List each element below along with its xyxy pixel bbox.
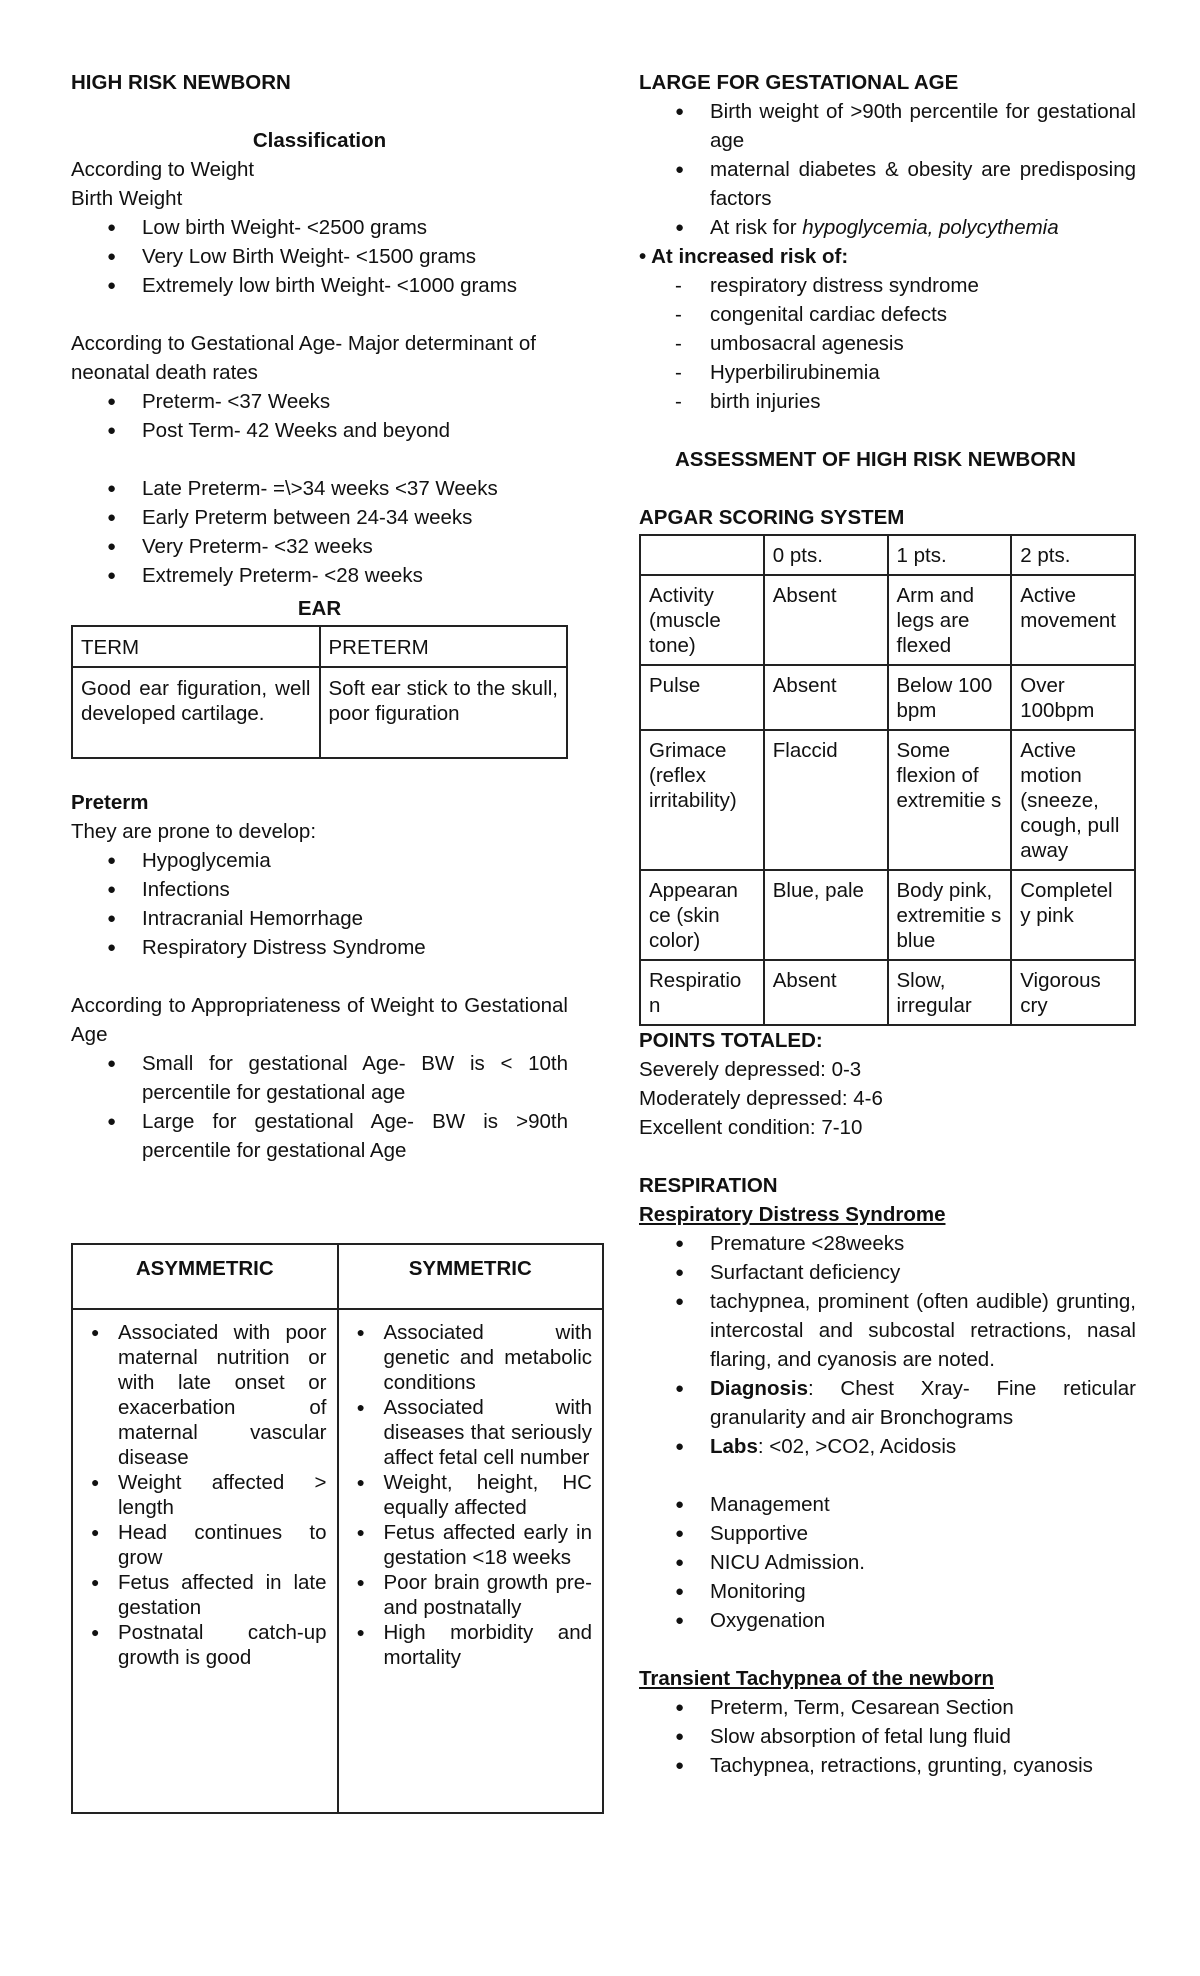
list-item [639, 1374, 1136, 1432]
table-cell: Absent [764, 665, 888, 730]
prone-text: They are prone to develop: [71, 820, 317, 843]
list-item: ● Postnatal catch-up growth is good [83, 1620, 327, 1670]
list-item: ● Supportive [639, 1519, 1136, 1548]
list-item: ● NICU Admission. [639, 1548, 1136, 1577]
list-item: - umbosacral agenesis [639, 329, 1136, 358]
right-column [639, 68, 1136, 1780]
page-title: HIGH RISK NEWBORN [71, 71, 291, 94]
preterm-categories-list [71, 474, 568, 590]
list-item: ● Associated with diseases that seriously affect fetal cell number [349, 1395, 593, 1470]
lga-risk-conditions: hypoglycemia, polycythemia [802, 216, 1059, 239]
list-item: ● Birth weight of >90th percentile for gestational age [639, 97, 1136, 155]
table-cell: Vigorous cry [1011, 960, 1135, 1025]
ttn-list [639, 1693, 1136, 1780]
table-cell: Body pink, extremitie s blue [888, 870, 1012, 960]
labs-text: : <02, >CO2, Acidosis [757, 1435, 957, 1458]
list-item: ● Respiratory Distress Syndrome [71, 933, 568, 962]
symmetric-cell [338, 1309, 604, 1813]
gestational-age-text: According to Gestational Age- Major determinant of neonatal death rates [71, 332, 536, 384]
ear-table [71, 625, 568, 759]
list-item: ● Head continues to grow [83, 1520, 327, 1570]
list-item: ● Large for gestational Age- BW is >90th percentile for gestational Age [71, 1107, 568, 1165]
list-item: ● Post Term- 42 Weeks and beyond [71, 416, 568, 445]
list-item: ● Preterm- <37 Weeks [71, 387, 568, 416]
points-line: Moderately depressed: 4-6 [639, 1087, 883, 1110]
list-item: - congenital cardiac defects [639, 300, 1136, 329]
list-item: ● Premature <28weeks [639, 1229, 1136, 1258]
table-cell: Some flexion of extremitie s [888, 730, 1012, 870]
rds-list [639, 1229, 1136, 1461]
table-cell: Slow, irregular [888, 960, 1012, 1025]
table-row [640, 730, 1135, 870]
ga-list [71, 387, 568, 445]
apgar-heading: APGAR SCORING SYSTEM [639, 506, 905, 529]
table-cell: Activity (muscle tone) [640, 575, 764, 665]
list-item: ● Oxygenation [639, 1606, 1136, 1635]
ttn-heading: Transient Tachypnea of the newborn [639, 1667, 995, 1690]
asymmetric-symmetric-table [71, 1243, 604, 1814]
list-item: ● Management [639, 1490, 1136, 1519]
list-item: ● Hypoglycemia [71, 846, 568, 875]
table-header: 0 pts. [764, 535, 888, 575]
list-item [639, 213, 1136, 242]
appropriateness-list [71, 1049, 568, 1165]
points-heading: POINTS TOTALED: [639, 1029, 823, 1052]
list-item: ● Very Preterm- <32 weeks [71, 532, 568, 561]
list-item: ● Fetus affected early in gestation <18 weeks [349, 1520, 593, 1570]
table-cell: Blue, pale [764, 870, 888, 960]
lga-heading: LARGE FOR GESTATIONAL AGE [639, 71, 959, 94]
table-row [72, 1244, 603, 1309]
list-item: ● Fetus affected in late gestation [83, 1570, 327, 1620]
table-cell: Arm and legs are flexed [888, 575, 1012, 665]
diagnosis-text: : Chest Xray- Fine reticular granularity and air Bronchograms [710, 1377, 1136, 1429]
table-header [640, 535, 764, 575]
diagnosis-label: Diagnosis [710, 1377, 808, 1400]
table-row [640, 575, 1135, 665]
risk-list [639, 271, 1136, 416]
list-item: ● Extremely low birth Weight- <1000 grams [71, 271, 568, 300]
table-cell: Pulse [640, 665, 764, 730]
table-cell: Absent [764, 575, 888, 665]
table-row [640, 870, 1135, 960]
table-row [72, 667, 567, 758]
list-item: ● Slow absorption of fetal lung fluid [639, 1722, 1136, 1751]
list-item: ● Extremely Preterm- <28 weeks [71, 561, 568, 590]
apgar-table [639, 534, 1136, 1026]
increased-risk-heading: • At increased risk of: [639, 245, 849, 268]
table-row [640, 535, 1135, 575]
table-cell: Over 100bpm [1011, 665, 1135, 730]
weight-list [71, 213, 568, 300]
list-item: ● Surfactant deficiency [639, 1258, 1136, 1287]
list-item: ● Associated with poor maternal nutrition or with late onset or exacerbation of maternal vascular disease [83, 1320, 327, 1470]
list-item: ● Low birth Weight- <2500 grams [71, 213, 568, 242]
table-row [72, 1309, 603, 1813]
list-item: ● Very Low Birth Weight- <1500 grams [71, 242, 568, 271]
table-row [640, 960, 1135, 1025]
appropriateness-text: According to Appropriateness of Weight to Gestational Age [71, 994, 568, 1046]
list-item: ● Preterm, Term, Cesarean Section [639, 1693, 1136, 1722]
list-item [639, 1432, 1136, 1461]
points-line: Severely depressed: 0-3 [639, 1058, 862, 1081]
list-item: ● Intracranial Hemorrhage [71, 904, 568, 933]
list-item: - Hyperbilirubinemia [639, 358, 1136, 387]
list-item: ● Early Preterm between 24-34 weeks [71, 503, 568, 532]
labs-label: Labs [710, 1435, 758, 1458]
table-cell: Active movement [1011, 575, 1135, 665]
table-header: SYMMETRIC [338, 1244, 604, 1309]
table-cell: Respiratio n [640, 960, 764, 1025]
ear-heading: EAR [297, 597, 342, 620]
table-header: ASYMMETRIC [72, 1244, 338, 1309]
birth-weight-text: Birth Weight [71, 187, 183, 210]
table-header: TERM [72, 626, 320, 667]
respiration-heading: RESPIRATION [639, 1174, 778, 1197]
table-row [72, 626, 567, 667]
according-weight-text: According to Weight [71, 158, 255, 181]
list-item: ● Small for gestational Age- BW is < 10th percentile for gestational age [71, 1049, 568, 1107]
left-column [71, 68, 568, 1165]
list-item: ● Tachypnea, retractions, grunting, cyanosis [639, 1751, 1136, 1780]
list-item: ● Infections [71, 875, 568, 904]
assessment-heading: ASSESSMENT OF HIGH RISK NEWBORN [675, 448, 1076, 471]
asymmetric-cell [72, 1309, 338, 1813]
lga-list [639, 97, 1136, 242]
table-cell: Good ear figuration, well developed cartilage. [72, 667, 320, 758]
table-cell: Appearan ce (skin color) [640, 870, 764, 960]
list-item: ● Weight, height, HC equally affected [349, 1470, 593, 1520]
list-item: ● Late Preterm- =\>34 weeks <37 Weeks [71, 474, 568, 503]
table-header: 1 pts. [888, 535, 1012, 575]
list-item: ● Associated with genetic and metabolic conditions [349, 1320, 593, 1395]
table-cell: Completel y pink [1011, 870, 1135, 960]
management-list [639, 1490, 1136, 1635]
list-item: - birth injuries [639, 387, 1136, 416]
points-line: Excellent condition: 7-10 [639, 1116, 863, 1139]
table-cell: Absent [764, 960, 888, 1025]
list-item: ● Monitoring [639, 1577, 1136, 1606]
classification-heading: Classification [252, 129, 387, 152]
preterm-heading: Preterm [71, 791, 149, 814]
table-header: PRETERM [320, 626, 568, 667]
list-item: ● Weight affected > length [83, 1470, 327, 1520]
table-cell: Soft ear stick to the skull, poor figuration [320, 667, 568, 758]
prone-list [71, 846, 568, 962]
table-cell: Flaccid [764, 730, 888, 870]
table-cell: Grimace (reflex irritability) [640, 730, 764, 870]
table-cell: Below 100 bpm [888, 665, 1012, 730]
list-item: ● Poor brain growth pre- and postnatally [349, 1570, 593, 1620]
list-item: ● tachypnea, prominent (often audible) grunting, intercostal and subcostal retractions, nasal flaring, and cyanosis are noted. [639, 1287, 1136, 1374]
table-cell: Active motion (sneeze, cough, pull away [1011, 730, 1135, 870]
table-row [640, 665, 1135, 730]
list-item: - respiratory distress syndrome [639, 271, 1136, 300]
list-item: ● High morbidity and mortality [349, 1620, 593, 1670]
table-header: 2 pts. [1011, 535, 1135, 575]
lga-risk-prefix: At risk for [710, 216, 803, 239]
rds-heading: Respiratory Distress Syndrome [639, 1203, 946, 1226]
list-item: ● maternal diabetes & obesity are predisposing factors [639, 155, 1136, 213]
